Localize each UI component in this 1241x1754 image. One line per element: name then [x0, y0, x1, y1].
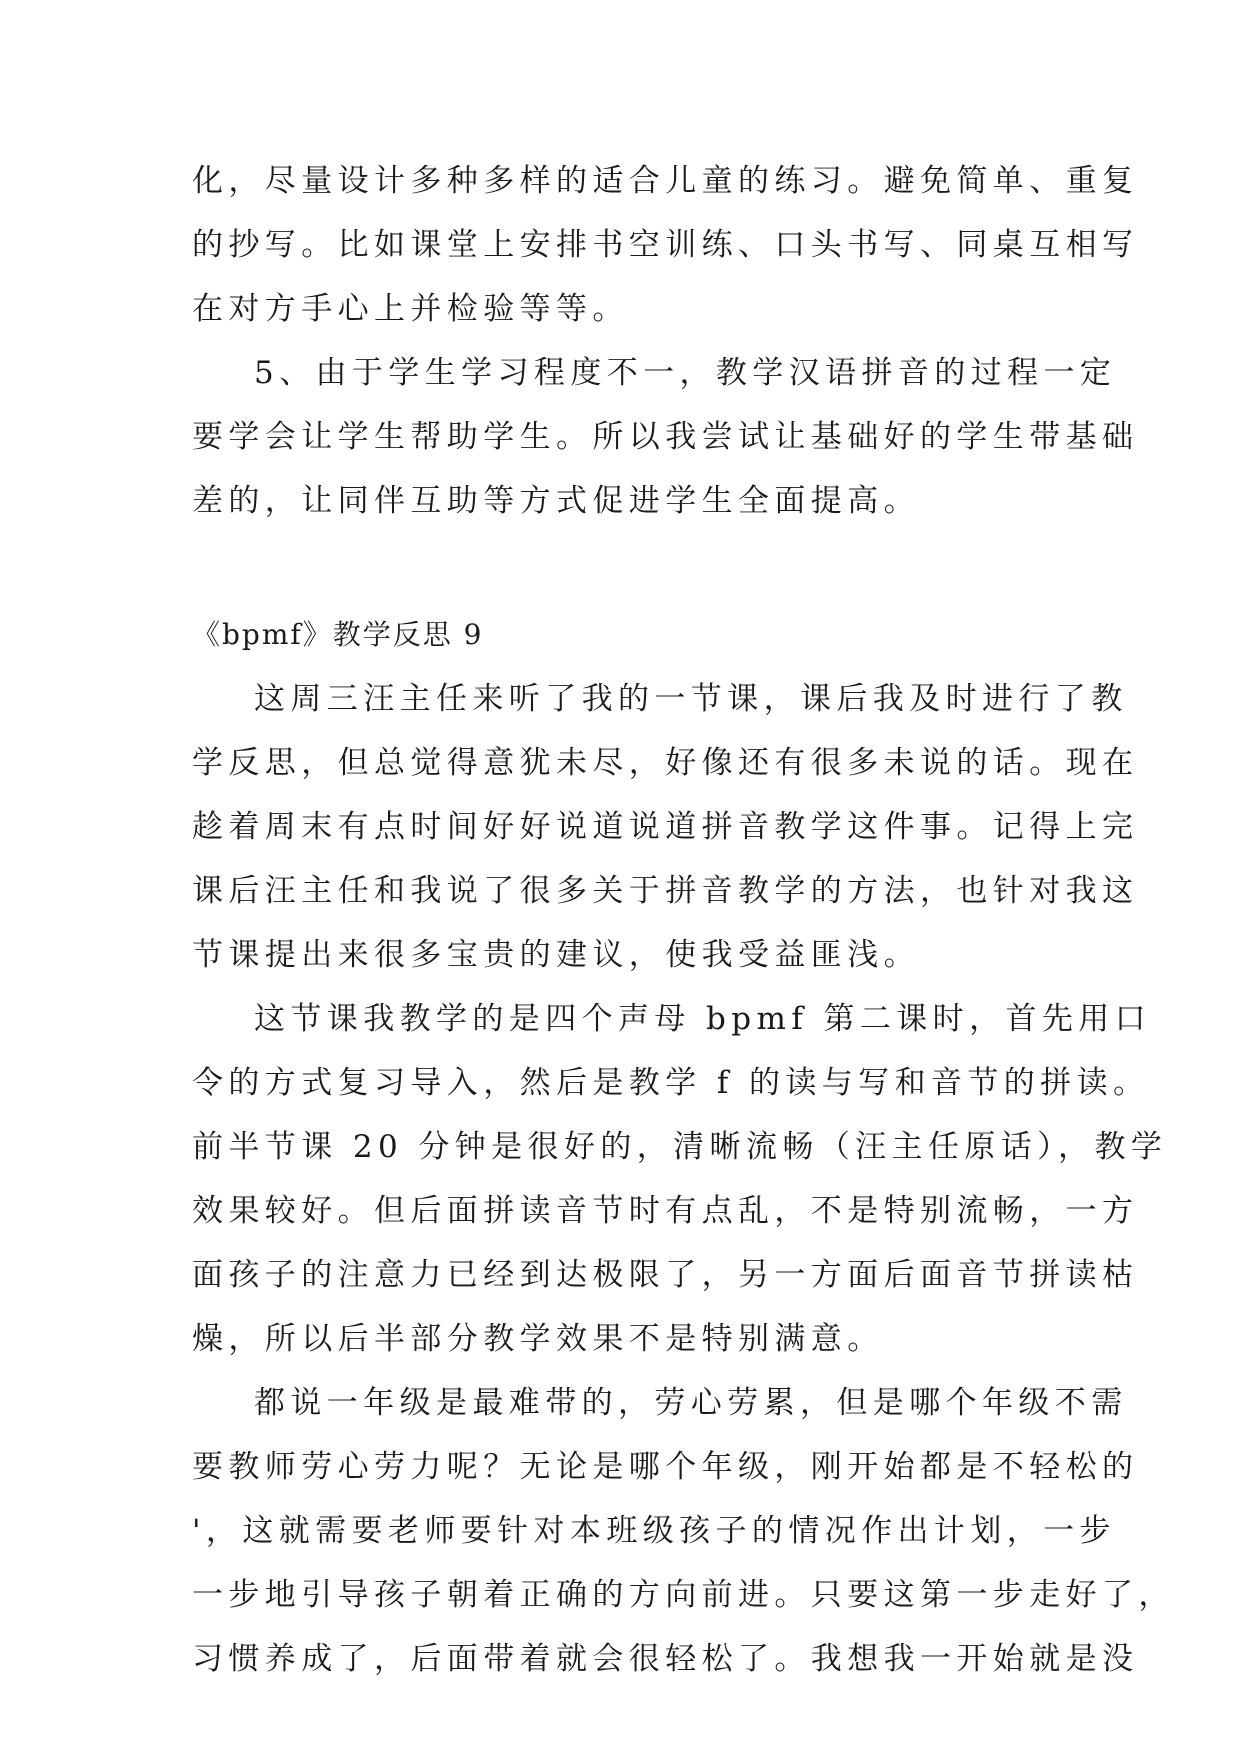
section-heading: 《bpmf》教学反思 9 — [192, 618, 484, 651]
text-line: 要学会让学生帮助学生。所以我尝试让基础好的学生带基础 — [192, 419, 1139, 455]
text-line: 面孩子的注意力已经到达极限了，另一方面后面音节拼读枯 — [192, 1257, 1139, 1293]
paragraph-4 — [192, 998, 1168, 1382]
paragraph-3 — [192, 678, 1139, 998]
text-line: 前半节课 20 分钟是很好的，清晰流畅（汪主任原话），教学 — [192, 1129, 1168, 1165]
text-line: 这周三汪主任来听了我的一节课，课后我及时进行了教 — [254, 681, 1128, 717]
text-line: 习惯养成了，后面带着就会很轻松了。我想我一开始就是没 — [192, 1641, 1139, 1677]
paragraph-2 — [192, 352, 1139, 544]
text-line: 效果较好。但后面拼读音节时有点乱，不是特别流畅，一方 — [192, 1193, 1139, 1229]
text-line: 这节课我教学的是四个声母 bpmf 第二课时，首先用口 — [254, 1001, 1152, 1037]
text-line: '，这就需要老师要针对本班级孩子的情况作出计划，一步 — [192, 1513, 1116, 1549]
document-page — [192, 160, 1175, 1702]
text-line: 都说一年级是最难带的，劳心劳累，但是哪个年级不需 — [254, 1385, 1128, 1421]
paragraph-1 — [192, 160, 1139, 352]
text-line: 化，尽量设计多种多样的适合儿童的练习。避免简单、重复 — [192, 163, 1139, 199]
text-line: 一步地引导孩子朝着正确的方向前进。只要这第一步走好了， — [192, 1577, 1175, 1613]
text-line: 燥，所以后半部分教学效果不是特别满意。 — [192, 1321, 884, 1357]
text-line: 在对方手心上并检验等等。 — [192, 291, 629, 327]
paragraph-5 — [192, 1382, 1175, 1702]
text-line: 课后汪主任和我说了很多关于拼音教学的方法，也针对我这 — [192, 873, 1139, 909]
text-line: 的抄写。比如课堂上安排书空训练、口头书写、同桌互相写 — [192, 227, 1139, 263]
text-line: 学反思，但总觉得意犹未尽，好像还有很多未说的话。现在 — [192, 745, 1139, 781]
text-line: 要教师劳心劳力呢？无论是哪个年级，刚开始都是不轻松的 — [192, 1449, 1139, 1485]
section-spacer — [192, 544, 1062, 614]
text-line: 趁着周末有点时间好好说道说道拼音教学这件事。记得上完 — [192, 809, 1139, 845]
text-line: 令的方式复习导入，然后是教学 f 的读与写和音节的拼读。 — [192, 1065, 1150, 1101]
text-line: 差的，让同伴互助等方式促进学生全面提高。 — [192, 483, 920, 519]
text-line: 5、由于学生学习程度不一，教学汉语拼音的过程一定 — [254, 355, 1117, 391]
text-line: 节课提出来很多宝贵的建议，使我受益匪浅。 — [192, 937, 920, 973]
